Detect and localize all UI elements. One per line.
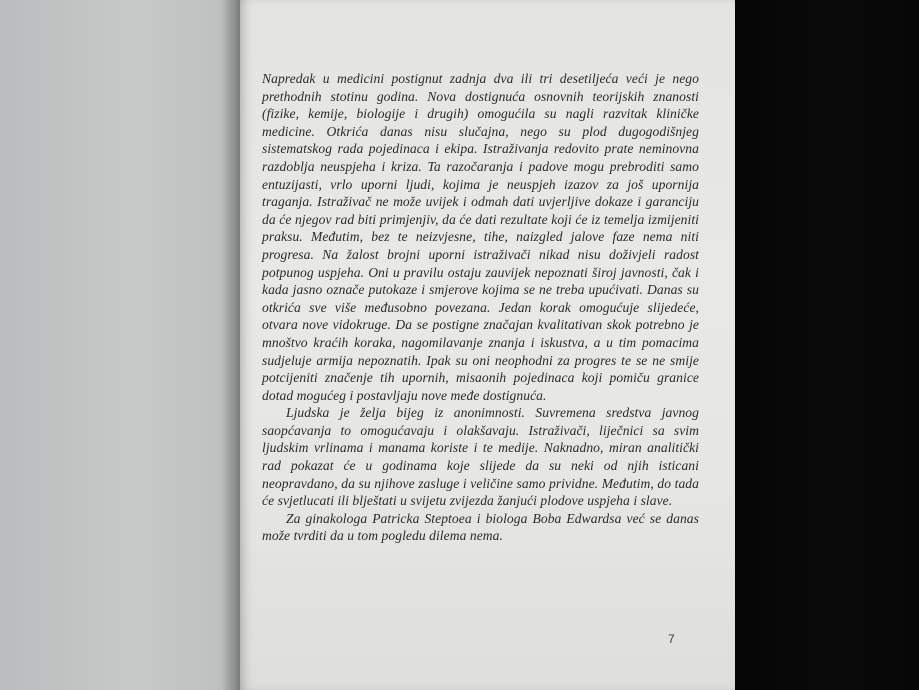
dark-background [735, 0, 919, 690]
right-page [240, 0, 735, 690]
paragraph-1: Napredak u medicini postignut zadnja dva ili tri desetiljeća veći je nego prethodnih stotinu godina. Nova dostignuća osnovnih teorijskih znanosti (fizike, kemije, biologije i drugih) omogućila su nagli razvitak kliničke medicine. Otkrića danas nisu slučajna, nego su plod dugogodišnjeg sistematskog rada pojedinaca i ekipa. Istraživanja redovito prate neminovna razdoblja neuspjeha i kriza. Ta razočaranja i padove mogu prebroditi samo entuzijasti, vrlo uporni ljudi, kojima je neuspjeh izazov za još upornija traganja. Istraživač ne može uvijek i odmah dati uvjerljive dokaze i garanciju da će njegov rad biti primjenjiv, da će dati rezultate koji će iz temelja izmijeniti praksu. Međutim, bez te neizvjesne, tihe, naizgled jalove faze nema niti progresa. Na žalost brojni uporni istraživači nikad nisu doživjeli radost potpunog uspjeha. Oni u pravilu ostaju zauvijek nepoznati široj javnosti, čak i kada jasno označe putokaze i smjerove kojima se ne treba upućivati. Danas su otkrića sve više međusobno povezana. Jedan korak omogućuje slijedeće, otvara nove vidokruge. Da se postigne značajan kvalitativan skok potrebno je mnoštvo kraćih koraka, nagomilavanje znanja i iskustva, a u tim pomacima sudjeluje armija nepoznatih. Ipak su oni neophodni za progres te se ne smije potcijeniti značenje tih upornih, misaonih pojedinaca koji pomiču granice dotad mogućeg i postavljaju nove međe dostignuća. [262, 71, 699, 403]
left-page [0, 0, 240, 690]
paragraph-2: Ljudska je želja bijeg iz anonimnosti. Suvremena sredstva javnog saopćavanja to omogućavaju i olakšavaju. Istraživači, liječnici sa svim ljudskim vrlinama i manama koriste i te medije. Naknadno, miran analitički rad pokazat će u godinama koje slijede da su neki od njih isticani neopravdano, da su njihove zasluge i veličine samo prividne. Međutim, do tada će svjetlucati ili blještati u svijetu zvijezda žanjući plodove uspjeha i slave. [262, 405, 699, 509]
page-number: 7 [668, 632, 675, 646]
page-body-text [262, 70, 699, 545]
paragraph-3: Za ginakologa Patricka Steptoea i biologa Boba Edwardsa već se danas može tvrditi da u tom pogledu dilema nema. [262, 510, 699, 544]
book-gutter-shadow [222, 0, 242, 690]
